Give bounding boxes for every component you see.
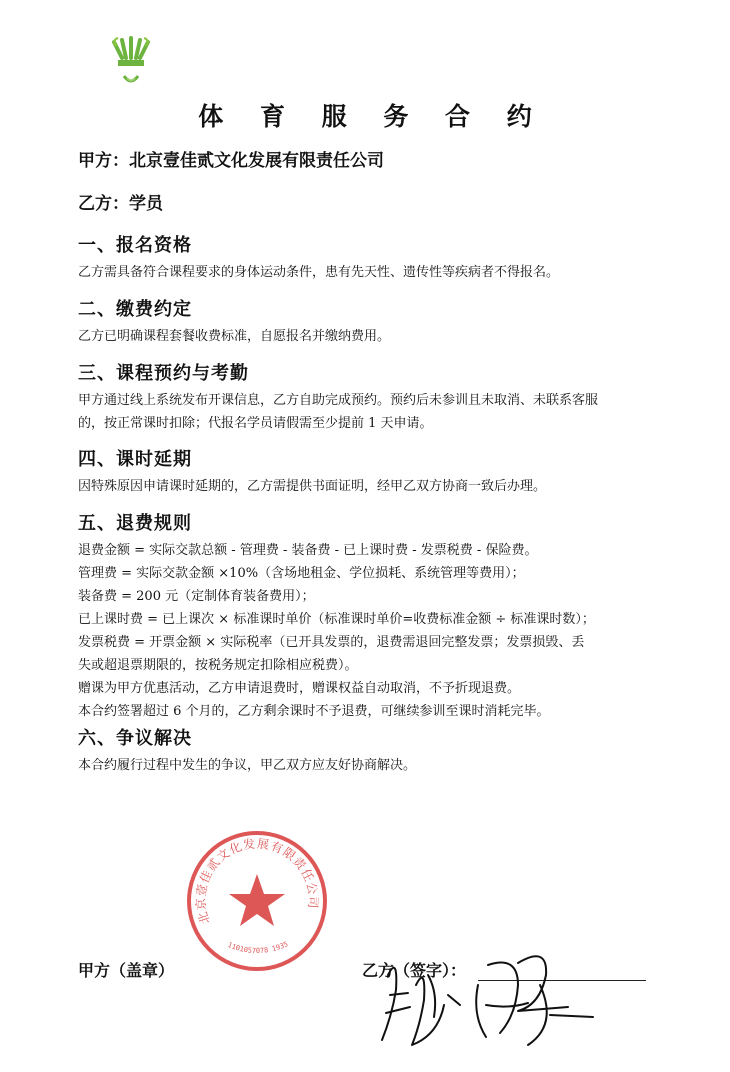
section-line: 因特殊原因申请课时延期的，乙方需提供书面证明，经甲乙双方协商一致后办理。 [78, 479, 547, 494]
section-line: 本合约履行过程中发生的争议，甲乙双方应友好协商解决。 [78, 758, 417, 773]
section-body [78, 389, 652, 435]
section-body [78, 475, 652, 498]
section-line: 装备费 = 200 元（定制体育装备费用）； [78, 589, 315, 604]
section-heading: 五、退费规则 [78, 513, 192, 534]
section-heading: 四、课时延期 [78, 449, 192, 470]
badminton-shuttlecock-icon [108, 36, 154, 88]
section-line: 乙方已明确课程套餐收费标准，自愿报名并缴纳费用。 [78, 329, 391, 344]
party-a: 甲方：北京壹佳贰文化发展有限责任公司 [78, 151, 384, 171]
section-line: 的，按正常课时扣除；代报名学员请假需至少提前 1 天申请。 [78, 416, 433, 431]
section-line: 赠课为甲方优惠活动，乙方申请退费时，赠课权益自动取消，不予折现退费。 [78, 681, 521, 696]
handwritten-signature [368, 945, 598, 1055]
section-body [78, 261, 652, 284]
seal-number: 1101057078 1935 [226, 940, 290, 956]
section-heading: 六、争议解决 [78, 728, 192, 749]
section-line: 退费金额 = 实际交款总额 - 管理费 - 装备费 - 已上课时费 - 发票税费 - 保险费。 [78, 543, 538, 558]
party-a-seal-label: 甲方（盖章） [78, 961, 175, 980]
section-line: 发票税费 = 开票金额 × 实际税率（已开具发票的，退费需退回完整发票；发票损毁、丢 [78, 635, 585, 650]
section-line: 乙方需具备符合课程要求的身体运动条件，患有先天性、遗传性等疾病者不得报名。 [78, 265, 560, 280]
section-line: 已上课时费 = 已上课次 × 标准课时单价（标准课时单价=收费标准金额 ÷ 标准课时数）； [78, 612, 595, 627]
section-line: 甲方通过线上系统发布开课信息，乙方自助完成预约。预约后未参训且未取消、未联系客服 [78, 393, 599, 408]
section-line: 本合约签署超过 6 个月的，乙方剩余课时不予退费，可继续参训至课时消耗完毕。 [78, 704, 550, 719]
section-body [78, 754, 652, 777]
company-logo [108, 36, 154, 88]
seal-text: 北京壹佳贰文化发展有限责任公司 [193, 836, 321, 926]
svg-text:1101057078 1935 [227, 940, 290, 955]
section-heading: 二、缴费约定 [78, 299, 192, 320]
section-heading: 三、课程预约与考勤 [78, 363, 249, 384]
party-b-signature-label: 乙方（签字）： [362, 961, 467, 980]
company-seal [182, 826, 332, 976]
section-body [78, 539, 652, 723]
section-body [78, 325, 652, 348]
party-b: 乙方：学员 [78, 194, 163, 214]
contract-title: 体 育 服 务 合 约 [198, 102, 546, 131]
section-heading: 一、报名资格 [78, 235, 192, 256]
section-line: 失或超退票期限的，按税务规定扣除相应税费）。 [78, 658, 358, 673]
section-line: 管理费 = 实际交款金额 ×10%（含场地租金、学位损耗、系统管理等费用）； [78, 566, 525, 581]
